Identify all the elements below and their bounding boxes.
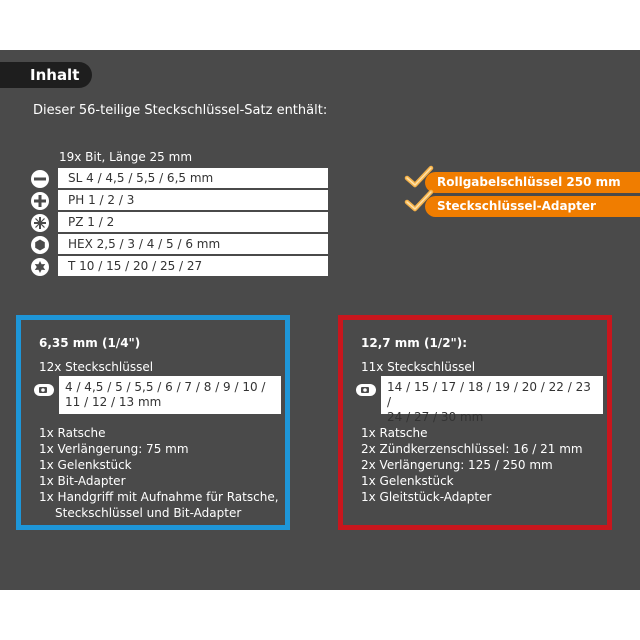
set-title: 12,7 mm (1/2"): — [361, 336, 468, 350]
bit-sizes-phillips: PH 1 / 2 / 3 — [58, 190, 328, 211]
section-heading: Inhalt — [0, 62, 92, 88]
list-item: 1x Handgriff mit Aufnahme für Ratsche, Steckschlüssel und Bit-Adapter — [39, 490, 279, 520]
pozidriv-bit-icon — [30, 213, 50, 233]
list-item: 1x Gelenkstück — [361, 474, 454, 488]
bit-sizes-torx: T 10 / 15 / 20 / 25 / 27 — [58, 256, 328, 277]
bit-sizes-hex: HEX 2,5 / 3 / 4 / 5 / 6 mm — [58, 234, 328, 255]
list-item: 1x Bit-Adapter — [39, 474, 126, 488]
socket-sizes: 4 / 4,5 / 5 / 5,5 / 6 / 7 / 8 / 9 / 10 / 11 / 12 / 13 mm — [59, 376, 281, 414]
set-quarter-inch — [16, 315, 290, 530]
accessory-list — [39, 425, 289, 521]
bits-heading: 19x Bit, Länge 25 mm — [59, 150, 193, 164]
list-item: 1x Ratsche — [39, 426, 106, 440]
list-item: 2x Verlängerung: 125 / 250 mm — [361, 458, 553, 472]
list-item: 1x Ratsche — [361, 426, 428, 440]
set-half-inch — [338, 315, 612, 530]
phillips-bit-icon — [30, 191, 50, 211]
socket-sizes: 14 / 15 / 17 / 18 / 19 / 20 / 22 / 23 / 24 / 27 / 30 mm — [381, 376, 603, 414]
checkmark-icon — [404, 165, 434, 189]
feature-adjustable-wrench: Rollgabelschlüssel 250 mm — [425, 172, 640, 193]
accessory-list — [361, 425, 611, 505]
list-item: 1x Gelenkstück — [39, 458, 132, 472]
feature-socket-adapter: Steckschlüssel-Adapter — [425, 196, 640, 217]
socket-count: 12x Steckschlüssel — [39, 360, 154, 374]
bit-sizes-pozidriv: PZ 1 / 2 — [58, 212, 328, 233]
bit-sizes-slotted: SL 4 / 4,5 / 5,5 / 6,5 mm — [58, 168, 328, 189]
hex-bit-icon — [30, 235, 50, 255]
checkmark-icon — [404, 189, 434, 213]
list-item: 1x Verlängerung: 75 mm — [39, 442, 189, 456]
slotted-bit-icon — [30, 169, 50, 189]
socket-icon — [355, 382, 377, 398]
list-item: 2x Zündkerzenschlüssel: 16 / 21 mm — [361, 442, 583, 456]
socket-count: 11x Steckschlüssel — [361, 360, 476, 374]
list-item: 1x Gleitstück-Adapter — [361, 490, 492, 504]
set-title: 6,35 mm (1/4") — [39, 336, 141, 350]
torx-bit-icon — [30, 257, 50, 277]
intro-text: Dieser 56-teilige Steckschlüssel-Satz enthält: — [33, 103, 328, 118]
socket-icon — [33, 382, 55, 398]
